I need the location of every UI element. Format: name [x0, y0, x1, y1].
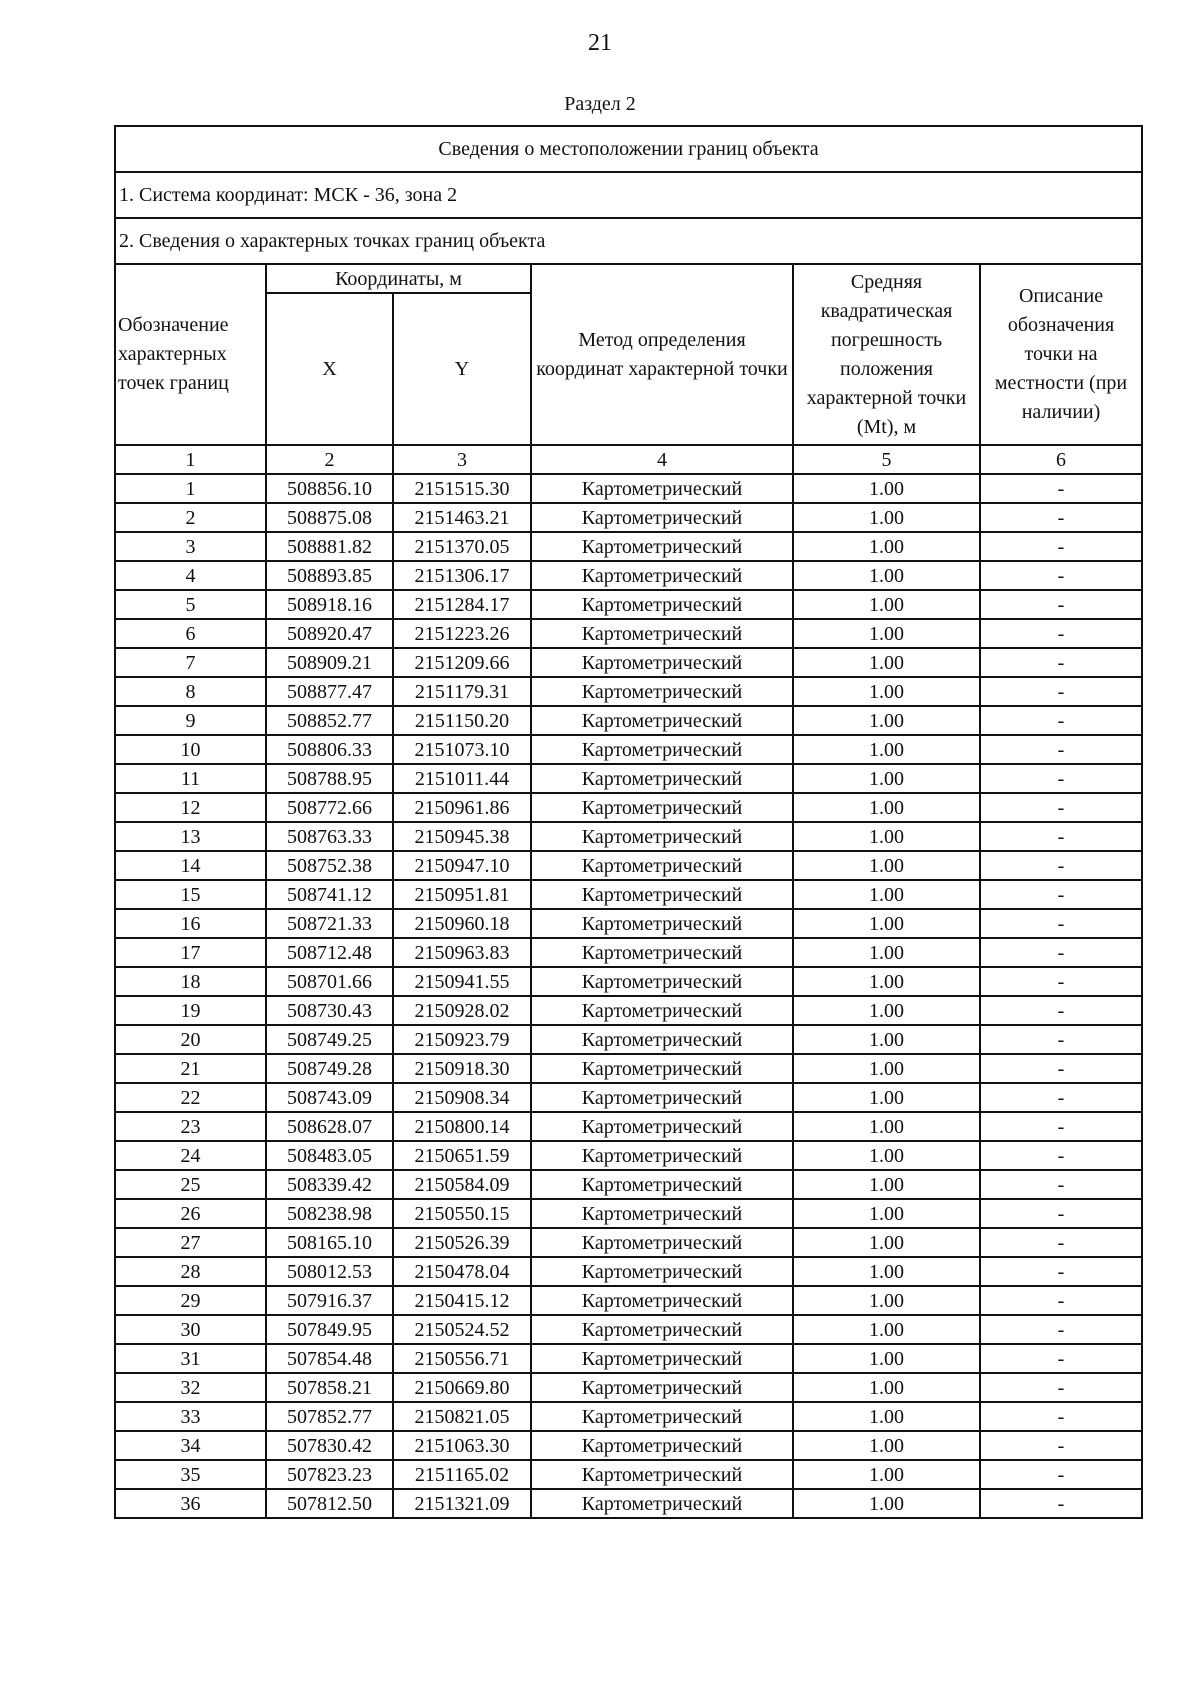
- cell-method: Картометрический: [531, 1141, 793, 1170]
- coordinate-system-line: 1. Система координат: МСК - 36, зона 2: [115, 172, 1142, 218]
- table-row: [115, 851, 1142, 880]
- cell-error: 1.00: [793, 1373, 980, 1402]
- cell-x: 508483.05: [266, 1141, 393, 1170]
- cell-error: 1.00: [793, 1402, 980, 1431]
- cell-point: 23: [115, 1112, 266, 1141]
- cell-y: 2150941.55: [393, 967, 531, 996]
- cell-point: 26: [115, 1199, 266, 1228]
- cell-x: 508701.66: [266, 967, 393, 996]
- table-row: [115, 909, 1142, 938]
- table-row: [115, 677, 1142, 706]
- cell-point: 27: [115, 1228, 266, 1257]
- cell-point: 17: [115, 938, 266, 967]
- cell-error: 1.00: [793, 648, 980, 677]
- header-method: Метод определения координат характерной точки: [531, 264, 793, 445]
- cell-method: Картометрический: [531, 1257, 793, 1286]
- cell-error: 1.00: [793, 851, 980, 880]
- cell-y: 2151165.02: [393, 1460, 531, 1489]
- cell-description: -: [980, 1112, 1142, 1141]
- cell-error: 1.00: [793, 677, 980, 706]
- table-row: [115, 1460, 1142, 1489]
- cell-point: 13: [115, 822, 266, 851]
- cell-y: 2150651.59: [393, 1141, 531, 1170]
- cell-method: Картометрический: [531, 1344, 793, 1373]
- cell-description: -: [980, 532, 1142, 561]
- cell-point: 14: [115, 851, 266, 880]
- column-number-1: 1: [115, 445, 266, 474]
- cell-x: 508238.98: [266, 1199, 393, 1228]
- cell-method: Картометрический: [531, 1286, 793, 1315]
- cell-point: 28: [115, 1257, 266, 1286]
- cell-error: 1.00: [793, 1141, 980, 1170]
- cell-description: -: [980, 590, 1142, 619]
- cell-x: 508920.47: [266, 619, 393, 648]
- cell-point: 2: [115, 503, 266, 532]
- cell-method: Картометрический: [531, 1431, 793, 1460]
- cell-x: 508712.48: [266, 938, 393, 967]
- cell-point: 34: [115, 1431, 266, 1460]
- table-row: [115, 967, 1142, 996]
- cell-x: 508628.07: [266, 1112, 393, 1141]
- table-body: [115, 474, 1142, 1518]
- cell-point: 32: [115, 1373, 266, 1402]
- cell-x: 508749.25: [266, 1025, 393, 1054]
- cell-error: 1.00: [793, 1460, 980, 1489]
- cell-error: 1.00: [793, 1054, 980, 1083]
- table-title: Сведения о местоположении границ объекта: [115, 126, 1142, 172]
- cell-x: 507849.95: [266, 1315, 393, 1344]
- cell-description: -: [980, 735, 1142, 764]
- cell-y: 2150918.30: [393, 1054, 531, 1083]
- cell-description: -: [980, 1228, 1142, 1257]
- cell-description: -: [980, 1402, 1142, 1431]
- cell-point: 8: [115, 677, 266, 706]
- cell-method: Картометрический: [531, 1025, 793, 1054]
- cell-error: 1.00: [793, 822, 980, 851]
- cell-point: 18: [115, 967, 266, 996]
- boundary-points-table: [114, 125, 1143, 1519]
- cell-method: Картометрический: [531, 996, 793, 1025]
- cell-method: Картометрический: [531, 793, 793, 822]
- cell-error: 1.00: [793, 793, 980, 822]
- cell-point: 19: [115, 996, 266, 1025]
- cell-description: -: [980, 1315, 1142, 1344]
- cell-description: -: [980, 677, 1142, 706]
- cell-method: Картометрический: [531, 1228, 793, 1257]
- cell-error: 1.00: [793, 1315, 980, 1344]
- cell-description: -: [980, 1431, 1142, 1460]
- cell-method: Картометрический: [531, 735, 793, 764]
- cell-x: 508741.12: [266, 880, 393, 909]
- cell-method: Картометрический: [531, 967, 793, 996]
- cell-method: Картометрический: [531, 474, 793, 503]
- cell-point: 6: [115, 619, 266, 648]
- cell-x: 507858.21: [266, 1373, 393, 1402]
- table-row: [115, 1286, 1142, 1315]
- cell-method: Картометрический: [531, 1402, 793, 1431]
- cell-y: 2151011.44: [393, 764, 531, 793]
- cell-y: 2151209.66: [393, 648, 531, 677]
- cell-description: -: [980, 474, 1142, 503]
- table-row: [115, 1199, 1142, 1228]
- cell-error: 1.00: [793, 1344, 980, 1373]
- table-row: [115, 1054, 1142, 1083]
- cell-x: 508743.09: [266, 1083, 393, 1112]
- cell-description: -: [980, 1257, 1142, 1286]
- cell-error: 1.00: [793, 996, 980, 1025]
- table-row: [115, 706, 1142, 735]
- header-y: Y: [393, 293, 531, 445]
- cell-description: -: [980, 1199, 1142, 1228]
- cell-error: 1.00: [793, 1025, 980, 1054]
- cell-point: 10: [115, 735, 266, 764]
- table-row: [115, 503, 1142, 532]
- cell-point: 22: [115, 1083, 266, 1112]
- cell-description: -: [980, 1344, 1142, 1373]
- cell-method: Картометрический: [531, 503, 793, 532]
- cell-description: -: [980, 706, 1142, 735]
- header-coordinates: Координаты, м: [266, 264, 531, 293]
- table-row: [115, 1344, 1142, 1373]
- cell-description: -: [980, 619, 1142, 648]
- cell-method: Картометрический: [531, 1199, 793, 1228]
- cell-error: 1.00: [793, 967, 980, 996]
- cell-x: 508012.53: [266, 1257, 393, 1286]
- cell-y: 2150963.83: [393, 938, 531, 967]
- header-description: Описание обозначения точки на местности (при наличии): [980, 264, 1142, 445]
- cell-y: 2150908.34: [393, 1083, 531, 1112]
- cell-error: 1.00: [793, 561, 980, 590]
- cell-point: 15: [115, 880, 266, 909]
- column-number-row: [115, 445, 1142, 474]
- cell-method: Картометрический: [531, 1460, 793, 1489]
- cell-description: -: [980, 764, 1142, 793]
- cell-x: 508852.77: [266, 706, 393, 735]
- cell-x: 507852.77: [266, 1402, 393, 1431]
- table-row: [115, 1489, 1142, 1518]
- table-row: [115, 1228, 1142, 1257]
- cell-description: -: [980, 909, 1142, 938]
- column-number-5: 5: [793, 445, 980, 474]
- cell-y: 2150945.38: [393, 822, 531, 851]
- cell-method: Картометрический: [531, 880, 793, 909]
- cell-x: 508877.47: [266, 677, 393, 706]
- table-row: [115, 822, 1142, 851]
- cell-description: -: [980, 996, 1142, 1025]
- table-row: [115, 619, 1142, 648]
- cell-method: Картометрический: [531, 822, 793, 851]
- cell-error: 1.00: [793, 503, 980, 532]
- cell-y: 2150821.05: [393, 1402, 531, 1431]
- cell-method: Картометрический: [531, 1112, 793, 1141]
- cell-description: -: [980, 967, 1142, 996]
- table-row: [115, 880, 1142, 909]
- cell-point: 35: [115, 1460, 266, 1489]
- cell-point: 1: [115, 474, 266, 503]
- table-row: [115, 793, 1142, 822]
- cell-y: 2151306.17: [393, 561, 531, 590]
- cell-x: 508339.42: [266, 1170, 393, 1199]
- cell-error: 1.00: [793, 880, 980, 909]
- cell-description: -: [980, 938, 1142, 967]
- cell-x: 508893.85: [266, 561, 393, 590]
- cell-method: Картометрический: [531, 1373, 793, 1402]
- header-error: Средняя квадратическая погрешность положения характерной точки (Mt), м: [793, 264, 980, 445]
- cell-y: 2151463.21: [393, 503, 531, 532]
- table-row: [115, 1141, 1142, 1170]
- cell-error: 1.00: [793, 1083, 980, 1112]
- cell-y: 2151515.30: [393, 474, 531, 503]
- cell-description: -: [980, 1054, 1142, 1083]
- cell-y: 2150415.12: [393, 1286, 531, 1315]
- cell-description: -: [980, 1170, 1142, 1199]
- cell-y: 2151284.17: [393, 590, 531, 619]
- table-row: [115, 648, 1142, 677]
- cell-error: 1.00: [793, 590, 980, 619]
- cell-y: 2150951.81: [393, 880, 531, 909]
- cell-y: 2150524.52: [393, 1315, 531, 1344]
- cell-method: Картометрический: [531, 677, 793, 706]
- table-row: [115, 1083, 1142, 1112]
- section-label: Раздел 2: [564, 93, 636, 115]
- table-row: [115, 1170, 1142, 1199]
- cell-x: 508909.21: [266, 648, 393, 677]
- cell-error: 1.00: [793, 938, 980, 967]
- cell-y: 2150478.04: [393, 1257, 531, 1286]
- cell-point: 7: [115, 648, 266, 677]
- cell-description: -: [980, 1373, 1142, 1402]
- cell-method: Картометрический: [531, 851, 793, 880]
- cell-x: 507823.23: [266, 1460, 393, 1489]
- cell-error: 1.00: [793, 474, 980, 503]
- table-row: [115, 561, 1142, 590]
- table-row: [115, 1431, 1142, 1460]
- cell-description: -: [980, 793, 1142, 822]
- cell-y: 2150800.14: [393, 1112, 531, 1141]
- cell-x: 507854.48: [266, 1344, 393, 1373]
- cell-point: 4: [115, 561, 266, 590]
- cell-error: 1.00: [793, 1257, 980, 1286]
- cell-x: 508165.10: [266, 1228, 393, 1257]
- cell-description: -: [980, 648, 1142, 677]
- cell-y: 2151370.05: [393, 532, 531, 561]
- cell-error: 1.00: [793, 706, 980, 735]
- cell-x: 508806.33: [266, 735, 393, 764]
- cell-method: Картометрический: [531, 1170, 793, 1199]
- cell-method: Картометрический: [531, 1054, 793, 1083]
- cell-y: 2150584.09: [393, 1170, 531, 1199]
- header-x: X: [266, 293, 393, 445]
- cell-y: 2150923.79: [393, 1025, 531, 1054]
- table-row: [115, 938, 1142, 967]
- cell-y: 2151063.30: [393, 1431, 531, 1460]
- cell-point: 3: [115, 532, 266, 561]
- table-row: [115, 1315, 1142, 1344]
- cell-error: 1.00: [793, 532, 980, 561]
- cell-error: 1.00: [793, 1112, 980, 1141]
- table-row: [115, 996, 1142, 1025]
- cell-point: 30: [115, 1315, 266, 1344]
- points-heading-line: 2. Сведения о характерных точках границ объекта: [115, 218, 1142, 264]
- cell-description: -: [980, 1460, 1142, 1489]
- cell-y: 2150556.71: [393, 1344, 531, 1373]
- cell-point: 21: [115, 1054, 266, 1083]
- cell-description: -: [980, 1286, 1142, 1315]
- cell-method: Картометрический: [531, 706, 793, 735]
- cell-point: 33: [115, 1402, 266, 1431]
- cell-method: Картометрический: [531, 561, 793, 590]
- cell-y: 2151223.26: [393, 619, 531, 648]
- cell-y: 2151073.10: [393, 735, 531, 764]
- cell-method: Картометрический: [531, 590, 793, 619]
- table-row: [115, 764, 1142, 793]
- cell-x: 508730.43: [266, 996, 393, 1025]
- cell-method: Картометрический: [531, 648, 793, 677]
- cell-y: 2150928.02: [393, 996, 531, 1025]
- cell-x: 508752.38: [266, 851, 393, 880]
- table-row: [115, 1373, 1142, 1402]
- cell-x: 507812.50: [266, 1489, 393, 1518]
- cell-y: 2150960.18: [393, 909, 531, 938]
- page-number: 21: [588, 30, 612, 56]
- table-row: [115, 735, 1142, 764]
- cell-point: 24: [115, 1141, 266, 1170]
- cell-x: 508763.33: [266, 822, 393, 851]
- cell-error: 1.00: [793, 735, 980, 764]
- cell-point: 5: [115, 590, 266, 619]
- cell-method: Картометрический: [531, 909, 793, 938]
- cell-y: 2150526.39: [393, 1228, 531, 1257]
- cell-y: 2150947.10: [393, 851, 531, 880]
- table-row: [115, 1257, 1142, 1286]
- table-row: [115, 1025, 1142, 1054]
- cell-method: Картометрический: [531, 938, 793, 967]
- table-row: [115, 1402, 1142, 1431]
- cell-y: 2151321.09: [393, 1489, 531, 1518]
- cell-error: 1.00: [793, 1170, 980, 1199]
- cell-description: -: [980, 1141, 1142, 1170]
- cell-y: 2150961.86: [393, 793, 531, 822]
- table-row: [115, 1112, 1142, 1141]
- cell-error: 1.00: [793, 1228, 980, 1257]
- cell-method: Картометрический: [531, 532, 793, 561]
- cell-description: -: [980, 880, 1142, 909]
- cell-error: 1.00: [793, 764, 980, 793]
- cell-point: 11: [115, 764, 266, 793]
- column-number-6: 6: [980, 445, 1142, 474]
- cell-point: 20: [115, 1025, 266, 1054]
- cell-description: -: [980, 561, 1142, 590]
- cell-x: 508721.33: [266, 909, 393, 938]
- cell-point: 16: [115, 909, 266, 938]
- cell-error: 1.00: [793, 1431, 980, 1460]
- cell-point: 9: [115, 706, 266, 735]
- cell-error: 1.00: [793, 909, 980, 938]
- cell-description: -: [980, 1083, 1142, 1112]
- cell-point: 29: [115, 1286, 266, 1315]
- column-number-3: 3: [393, 445, 531, 474]
- cell-point: 31: [115, 1344, 266, 1373]
- cell-x: 507830.42: [266, 1431, 393, 1460]
- cell-x: 507916.37: [266, 1286, 393, 1315]
- cell-description: -: [980, 851, 1142, 880]
- cell-method: Картометрический: [531, 1489, 793, 1518]
- cell-x: 508918.16: [266, 590, 393, 619]
- cell-x: 508749.28: [266, 1054, 393, 1083]
- cell-method: Картометрический: [531, 619, 793, 648]
- table-row: [115, 474, 1142, 503]
- cell-description: -: [980, 1489, 1142, 1518]
- column-number-4: 4: [531, 445, 793, 474]
- table-row: [115, 532, 1142, 561]
- cell-y: 2151179.31: [393, 677, 531, 706]
- header-point-designation: Обозначение характерных точек границ: [115, 264, 266, 445]
- cell-y: 2150669.80: [393, 1373, 531, 1402]
- cell-method: Картометрический: [531, 764, 793, 793]
- cell-description: -: [980, 503, 1142, 532]
- column-number-2: 2: [266, 445, 393, 474]
- cell-error: 1.00: [793, 1286, 980, 1315]
- cell-error: 1.00: [793, 619, 980, 648]
- cell-point: 12: [115, 793, 266, 822]
- cell-x: 508772.66: [266, 793, 393, 822]
- cell-y: 2151150.20: [393, 706, 531, 735]
- table-row: [115, 590, 1142, 619]
- cell-method: Картометрический: [531, 1083, 793, 1112]
- cell-x: 508881.82: [266, 532, 393, 561]
- cell-error: 1.00: [793, 1199, 980, 1228]
- cell-method: Картометрический: [531, 1315, 793, 1344]
- cell-point: 36: [115, 1489, 266, 1518]
- cell-description: -: [980, 1025, 1142, 1054]
- cell-y: 2150550.15: [393, 1199, 531, 1228]
- cell-point: 25: [115, 1170, 266, 1199]
- cell-x: 508856.10: [266, 474, 393, 503]
- cell-x: 508875.08: [266, 503, 393, 532]
- cell-x: 508788.95: [266, 764, 393, 793]
- cell-description: -: [980, 822, 1142, 851]
- cell-error: 1.00: [793, 1489, 980, 1518]
